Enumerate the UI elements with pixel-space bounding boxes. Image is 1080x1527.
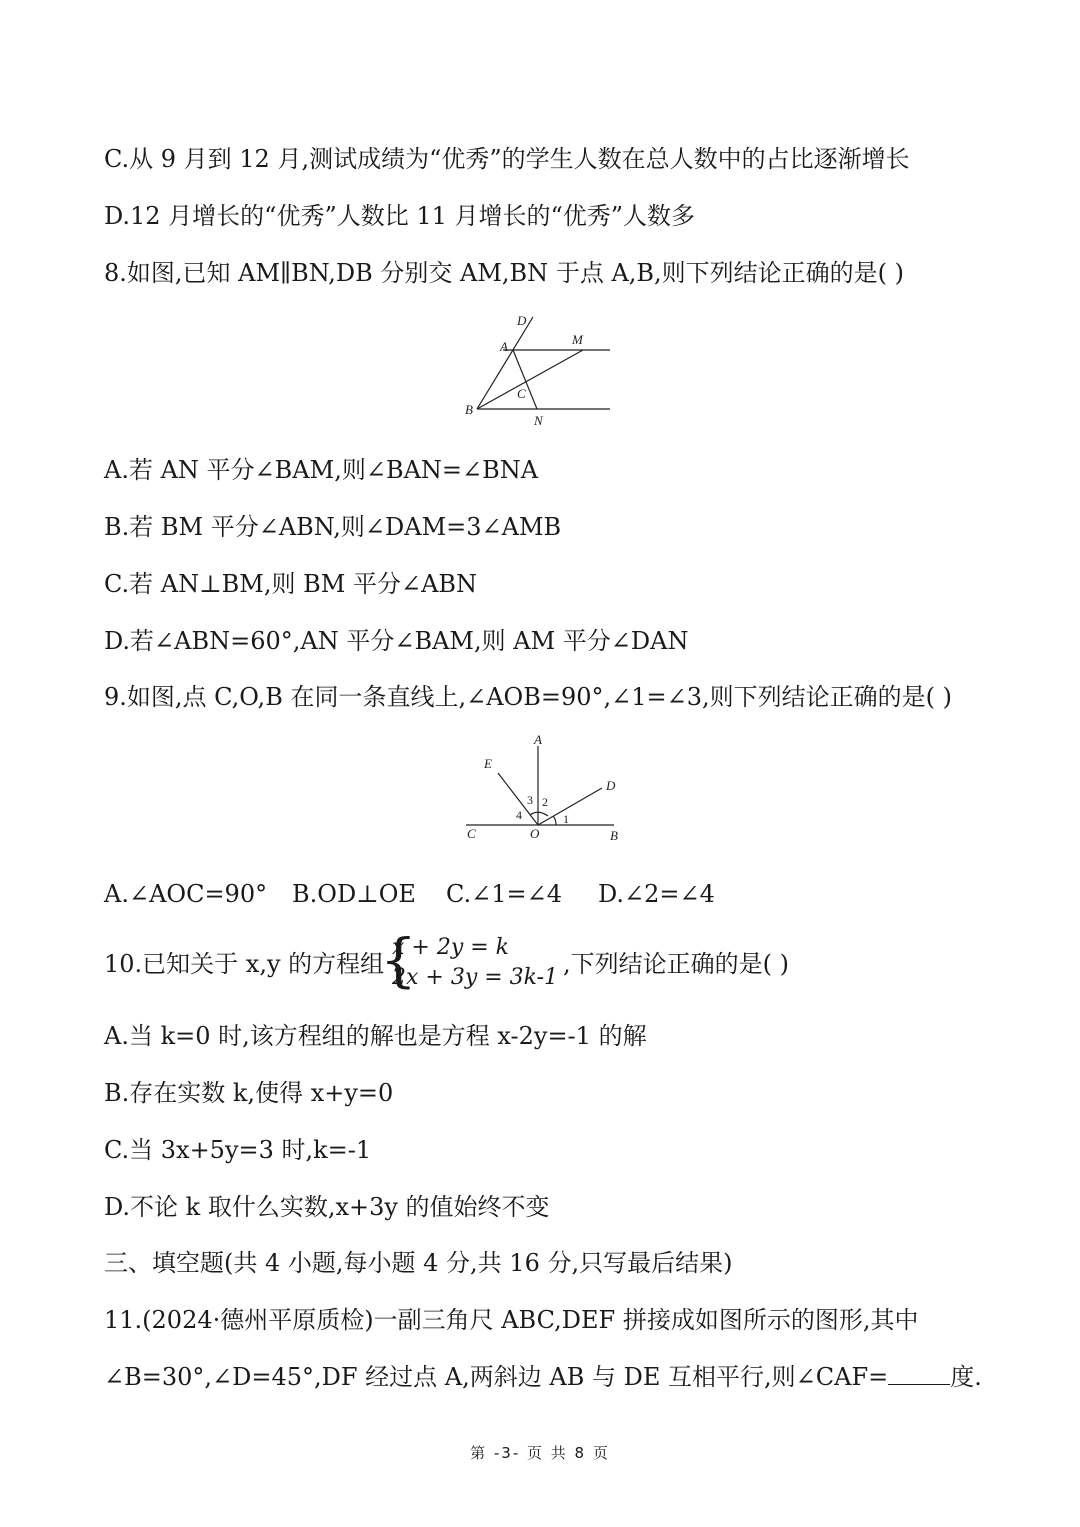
q8-label-a: A [500, 339, 508, 354]
q8-label-n: N [534, 413, 543, 428]
q9-figure [460, 728, 630, 848]
q10-equation-2: 2x + 3y = 3k-1 [392, 965, 559, 990]
q9-label-c: C [467, 826, 476, 841]
q9-stem: 9.如图,点 C,O,B 在同一条直线上,∠AOB=90°,∠1=∠3,则下列结论正确的是( ) [104, 683, 952, 711]
q8-line-bm [477, 350, 583, 409]
q9-label-a: A [534, 732, 542, 747]
q8-option-b: B.若 BM 平分∠ABN,则∠DAM=3∠AMB [104, 513, 562, 541]
q10-equation-1: x + 2y = k [392, 935, 510, 960]
q10-stem-prefix: 10.已知关于 x,y 的方程组 [104, 950, 385, 978]
q8-label-d: D [517, 313, 527, 328]
q10-option-c: C.当 3x+5y=3 时,k=-1 [104, 1136, 372, 1164]
q9-label-o: O [530, 826, 540, 841]
q8-option-a: A.若 AN 平分∠BAM,则∠BAN=∠BNA [104, 456, 539, 484]
q10-option-d: D.不论 k 取什么实数,x+3y 的值始终不变 [104, 1193, 550, 1221]
q10-option-a: A.当 k=0 时,该方程组的解也是方程 x-2y=-1 的解 [104, 1022, 647, 1050]
q9-angle-2: 2 [542, 795, 548, 809]
q9-label-d: D [606, 778, 616, 793]
q8-label-m: M [572, 332, 583, 347]
q8-option-c: C.若 AN⊥BM,则 BM 平分∠ABN [104, 570, 478, 598]
q9-option-d: D.∠2=∠4 [598, 880, 715, 908]
q11-line-2-text: ∠B=30°,∠D=45°,DF 经过点 A,两斜边 AB 与 DE 互相平行,则∠CAF= [104, 1363, 889, 1391]
q11-answer-blank [888, 1362, 950, 1385]
q11-line-2-end: 度. [950, 1363, 982, 1391]
q11-line-1: 11.(2024·德州平原质检)一副三角尺 ABC,DEF 拼接成如图所示的图形,其中 [104, 1306, 919, 1334]
q9-label-e: E [484, 756, 492, 771]
q9-label-b: B [610, 828, 618, 843]
q10-stem-suffix: ,下列结论正确的是( ) [563, 950, 789, 978]
q9-arc [530, 812, 548, 816]
q8-figure [455, 305, 620, 430]
q10-option-b: B.存在实数 k,使得 x+y=0 [104, 1079, 394, 1107]
q8-label-b: B [465, 402, 473, 417]
q9-angle-1: 1 [563, 812, 569, 826]
page-footer: 第 -3- 页 共 8 页 [470, 1444, 610, 1462]
q9-option-a: A.∠AOC=90° [104, 880, 268, 908]
q9-option-b: B.OD⊥OE [292, 880, 416, 908]
q11-line-2 [104, 1361, 982, 1393]
q8-label-c: C [517, 386, 526, 401]
q9-arc-1 [553, 816, 556, 825]
q7-option-d: D.12 月增长的“优秀”人数比 11 月增长的“优秀”人数多 [104, 202, 696, 230]
section-3-heading: 三、填空题(共 4 小题,每小题 4 分,共 16 分,只写最后结果) [104, 1249, 733, 1277]
q8-option-d: D.若∠ABN=60°,AN 平分∠BAM,则 AM 平分∠DAN [104, 627, 689, 655]
q9-angle-4: 4 [516, 808, 522, 822]
q10-brace: { [380, 926, 417, 994]
q8-stem: 8.如图,已知 AM∥BN,DB 分别交 AM,BN 于点 A,B,则下列结论正确的是( ) [104, 259, 905, 287]
q9-option-c: C.∠1=∠4 [446, 880, 563, 908]
q10-equation-system [380, 928, 570, 998]
q7-option-c: C.从 9 月到 12 月,测试成绩为“优秀”的学生人数在总人数中的占比逐渐增长 [104, 145, 910, 173]
q9-angle-3: 3 [527, 793, 533, 807]
